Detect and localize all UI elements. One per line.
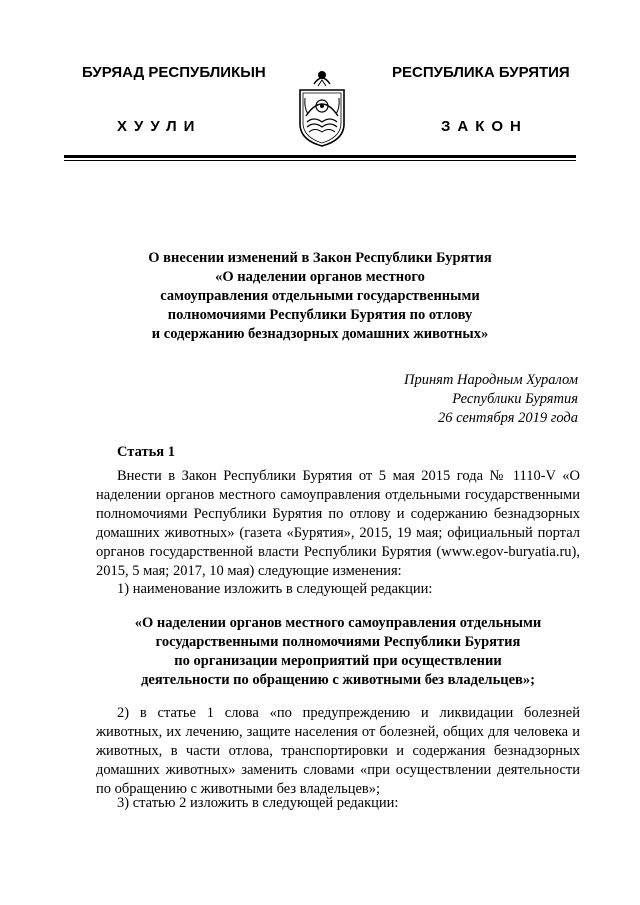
adoption-line: Принят Народным Хуралом bbox=[403, 372, 578, 388]
header-divider-thick bbox=[64, 155, 576, 158]
adoption-note bbox=[404, 371, 578, 428]
quote-line: деятельности по обращению с животными без владельцев»; bbox=[141, 672, 535, 688]
title-line: и содержанию безнадзорных домашних животных» bbox=[151, 326, 489, 342]
title-line: «О наделении органов местного bbox=[215, 269, 425, 285]
law-title bbox=[90, 249, 550, 344]
header-left-republic: БУРЯАД РЕСПУБЛИКЫН bbox=[82, 64, 266, 81]
title-line: полномочиями Республики Бурятия по отлову bbox=[167, 307, 473, 323]
quote-line: государственными полномочиями Республики Бурятия bbox=[155, 634, 521, 650]
quote-line: по организации мероприятий при осуществлении bbox=[174, 653, 502, 669]
adoption-date: 26 сентября 2019 года bbox=[437, 410, 578, 426]
new-title-quote bbox=[96, 614, 580, 690]
coat-of-arms-icon bbox=[296, 64, 348, 148]
header-left-doc-type: ХУУЛИ bbox=[117, 118, 202, 135]
item-1-text: 1) наименование изложить в следующей редакции: bbox=[117, 581, 433, 597]
article-intro-paragraph: Внести в Закон Республики Бурятия от 5 мая 2015 года № 1110-V «О наделении органов местного самоуправления отдельными государственными полномочиями Республики Бурятия по отлову и содержанию безнадзорных домашних животных» (газета «Бурятия», 2015, 19 мая; официальный портал органов государственной власти Республики Бурятия (www.egov-buryatia.ru), 2015, 5 мая; 2017, 10 мая) следующие изменения: bbox=[96, 468, 580, 579]
title-line: О внесении изменений в Закон Республики Бурятия bbox=[148, 250, 492, 266]
item-2-paragraph: 2) в статье 1 слова «по предупреждению и ликвидации болезней животных, их лечению, защите населения от болезней, общих для человека и животных, в части отлова, транспортировки и содержания безнадзорных домашних животных» заменить словами «при осуществлении деятельности по обращению с животными без владельцев»; bbox=[96, 705, 580, 797]
header-divider-thin bbox=[64, 160, 576, 161]
adoption-line: Республики Бурятия bbox=[452, 391, 578, 407]
header-right-republic: РЕСПУБЛИКА БУРЯТИЯ bbox=[392, 64, 570, 81]
quote-line: «О наделении органов местного самоуправления отдельными bbox=[134, 615, 542, 631]
item-3-text: 3) статью 2 изложить в следующей редакции: bbox=[117, 795, 399, 811]
header-right-doc-type: ЗАКОН bbox=[441, 118, 528, 135]
title-line: самоуправления отдельными государственными bbox=[160, 288, 480, 304]
article-heading: Статья 1 bbox=[117, 444, 175, 460]
